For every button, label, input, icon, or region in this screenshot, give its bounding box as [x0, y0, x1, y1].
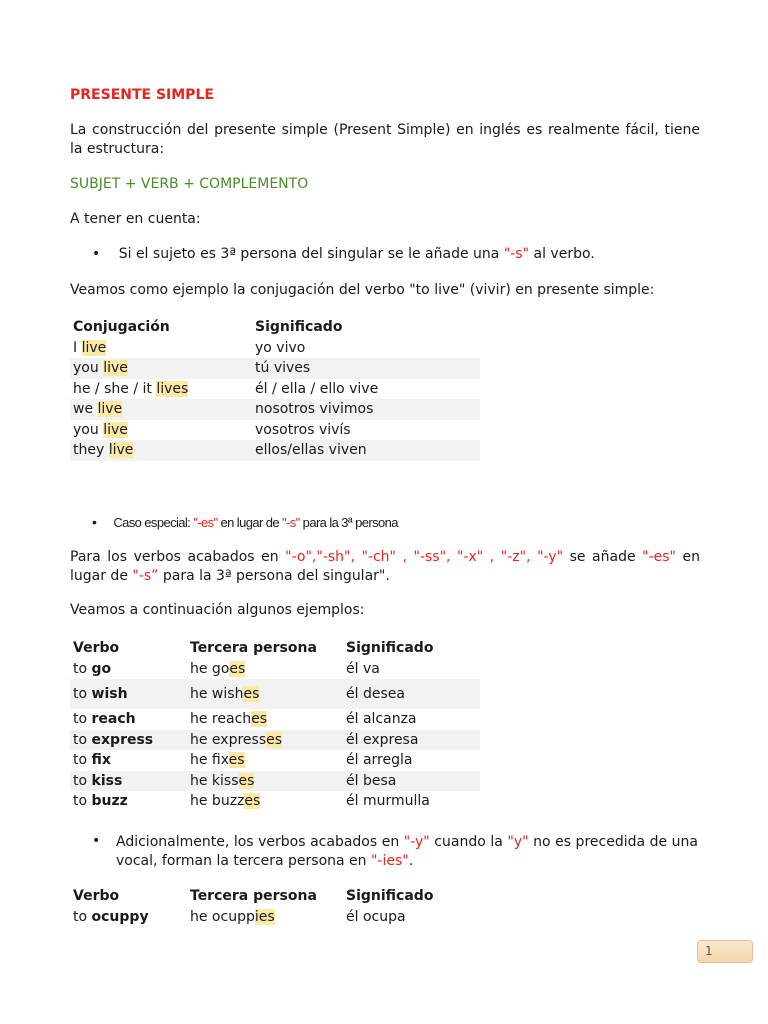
bullet-icon: •	[92, 514, 97, 530]
table-row	[70, 659, 480, 680]
para-text-mid: se añade	[563, 549, 643, 565]
bullet-text-end: .	[408, 853, 414, 869]
verb: kiss	[91, 772, 123, 789]
bullet-text: Si el sujeto es 3ª persona del singular se le añade una	[118, 246, 504, 262]
bullet-icon: •	[92, 833, 101, 849]
meaning: vosotros vivís	[255, 421, 351, 438]
table-row	[70, 750, 480, 771]
meaning: él ocupa	[346, 908, 406, 925]
verb-form: live	[97, 401, 123, 418]
suffix-s: "-s"	[503, 246, 530, 262]
verb: express	[91, 731, 154, 748]
to-word: to	[73, 686, 92, 702]
table-row	[70, 399, 480, 420]
bullet-icon: •	[92, 246, 101, 262]
meaning: él murmulla	[346, 793, 430, 810]
meaning: él va	[346, 660, 380, 677]
table-header-row	[70, 638, 480, 659]
examples-table	[70, 638, 480, 812]
header-tercera-persona: Tercera persona	[190, 888, 317, 905]
intro-paragraph: La construcción del presente simple (Present Simple) en inglés es realmente fácil, tiene la estructura:	[70, 122, 700, 157]
third-person-ending: es	[243, 686, 260, 702]
verb-form: lives	[156, 380, 189, 397]
third-person-stem: he buzz	[190, 793, 245, 810]
meaning: él besa	[343, 771, 480, 792]
table-row	[70, 440, 480, 461]
table-row	[70, 791, 480, 812]
suffix-s: "-s"	[282, 515, 300, 530]
third-person-ending: es	[244, 793, 261, 810]
suffix-es: "-es"	[642, 549, 676, 565]
to-word: to	[73, 772, 92, 789]
to-word: to	[73, 908, 92, 925]
table-row	[70, 709, 480, 730]
verb: buzz	[91, 793, 128, 810]
page-number: 1	[705, 944, 713, 958]
ies-table	[70, 886, 480, 927]
third-person-stem: he kiss	[190, 772, 239, 789]
meaning: él alcanza	[346, 711, 417, 728]
third-person-ending: es	[266, 731, 283, 748]
pronoun: you	[73, 360, 104, 377]
pronoun: you	[73, 421, 104, 438]
third-person-ending: ies	[254, 908, 275, 925]
third-person-ending: es	[238, 772, 255, 789]
meaning: él desea	[343, 679, 480, 709]
verb: ocuppy	[91, 908, 149, 925]
meaning: ellos/ellas viven	[252, 440, 480, 461]
endings-paragraph	[70, 548, 700, 586]
bullet-text-block	[116, 833, 698, 871]
para-text-end: para la 3ª persona del singular".	[158, 568, 390, 584]
pronoun: they	[73, 442, 109, 459]
para-text: Para los verbos acabados en	[70, 549, 286, 565]
verb-form: live	[103, 360, 128, 377]
page-number-badge	[697, 940, 753, 963]
verb-endings: "-o","-sh", "-ch" , "-ss", "-x" , "-z", "-y"	[285, 549, 564, 565]
to-word: to	[73, 731, 92, 748]
meaning: él arregla	[346, 752, 413, 769]
verb: fix	[91, 752, 111, 769]
third-person-stem: he wish	[190, 686, 244, 702]
table-header-row	[70, 886, 480, 907]
pronoun: I	[73, 339, 82, 356]
bullet-text-mid: en lugar de	[217, 515, 282, 530]
table-row	[70, 338, 480, 359]
meaning: tú vives	[252, 358, 480, 379]
note-heading: A tener en cuenta:	[70, 211, 201, 227]
header-significado: Significado	[346, 640, 434, 657]
table-row	[70, 358, 480, 379]
verb-form: live	[81, 339, 107, 356]
example-intro: Veamos como ejemplo la conjugación del verbo "to live" (vivir) en presente simple:	[70, 282, 655, 298]
meaning: nosotros vivimos	[252, 399, 480, 420]
examples-intro: Veamos a continuación algunos ejemplos:	[70, 602, 365, 618]
third-person-stem: he go	[190, 660, 230, 677]
conjugation-table	[70, 317, 480, 461]
header-tercera-persona: Tercera persona	[190, 640, 317, 657]
table-row	[70, 730, 480, 751]
bullet-special-case	[92, 514, 398, 530]
header-significado: Significado	[346, 888, 434, 905]
bullet-third-person-s	[92, 246, 595, 262]
suffix-s: "-s”	[132, 568, 159, 584]
table-row	[70, 379, 480, 400]
bullet-ies-rule	[92, 833, 698, 871]
header-verbo: Verbo	[73, 888, 120, 905]
header-verbo: Verbo	[73, 640, 120, 657]
bullet-text-end: al verbo.	[529, 246, 595, 262]
to-word: to	[73, 660, 92, 677]
verb: reach	[91, 711, 136, 728]
third-person-stem: he fix	[190, 752, 229, 769]
pronoun: we	[73, 401, 98, 418]
table-row	[70, 907, 480, 928]
bullet-text: Caso especial:	[113, 515, 194, 530]
table-header-row	[70, 317, 480, 338]
verb-form: live	[108, 442, 134, 459]
third-person-stem: he express	[190, 731, 267, 748]
third-person-stem: he ocupp	[190, 908, 255, 925]
third-person-ending: es	[228, 752, 245, 769]
page-title: PRESENTE SIMPLE	[70, 87, 214, 103]
verb: go	[91, 660, 112, 677]
third-person-stem: he reach	[190, 711, 252, 728]
bullet-text-end: para la 3ª persona	[299, 515, 398, 530]
verb-form: live	[103, 421, 128, 438]
meaning: él / ella / ello vive	[255, 380, 379, 397]
suffix-y: "-y"	[403, 834, 430, 850]
to-word: to	[73, 793, 92, 810]
pronoun: he / she / it	[73, 380, 157, 397]
to-word: to	[73, 752, 92, 769]
third-person-ending: es	[251, 711, 268, 728]
suffix-ies: "-ies"	[370, 853, 409, 869]
suffix-es: "-es"	[193, 515, 218, 530]
header-conjugacion: Conjugación	[73, 319, 170, 336]
meaning: él expresa	[343, 730, 480, 751]
structure-formula: SUBJET + VERB + COMPLEMENTO	[70, 176, 309, 192]
bullet-text-mid2: no es precedida de una vocal, forman la tercera persona en	[116, 834, 698, 869]
meaning: yo vivo	[255, 339, 306, 356]
bullet-text-mid: cuando la	[429, 834, 508, 850]
bullet-text: Adicionalmente, los verbos acabados en	[116, 834, 404, 850]
table-row	[70, 420, 480, 441]
letter-y: "y"	[507, 834, 529, 850]
table-row	[70, 679, 480, 709]
table-row	[70, 771, 480, 792]
para-text-mid2: en lugar de	[70, 549, 701, 584]
to-word: to	[73, 711, 92, 728]
third-person-ending: es	[229, 660, 246, 677]
header-significado: Significado	[255, 319, 343, 336]
verb: wish	[91, 686, 128, 702]
